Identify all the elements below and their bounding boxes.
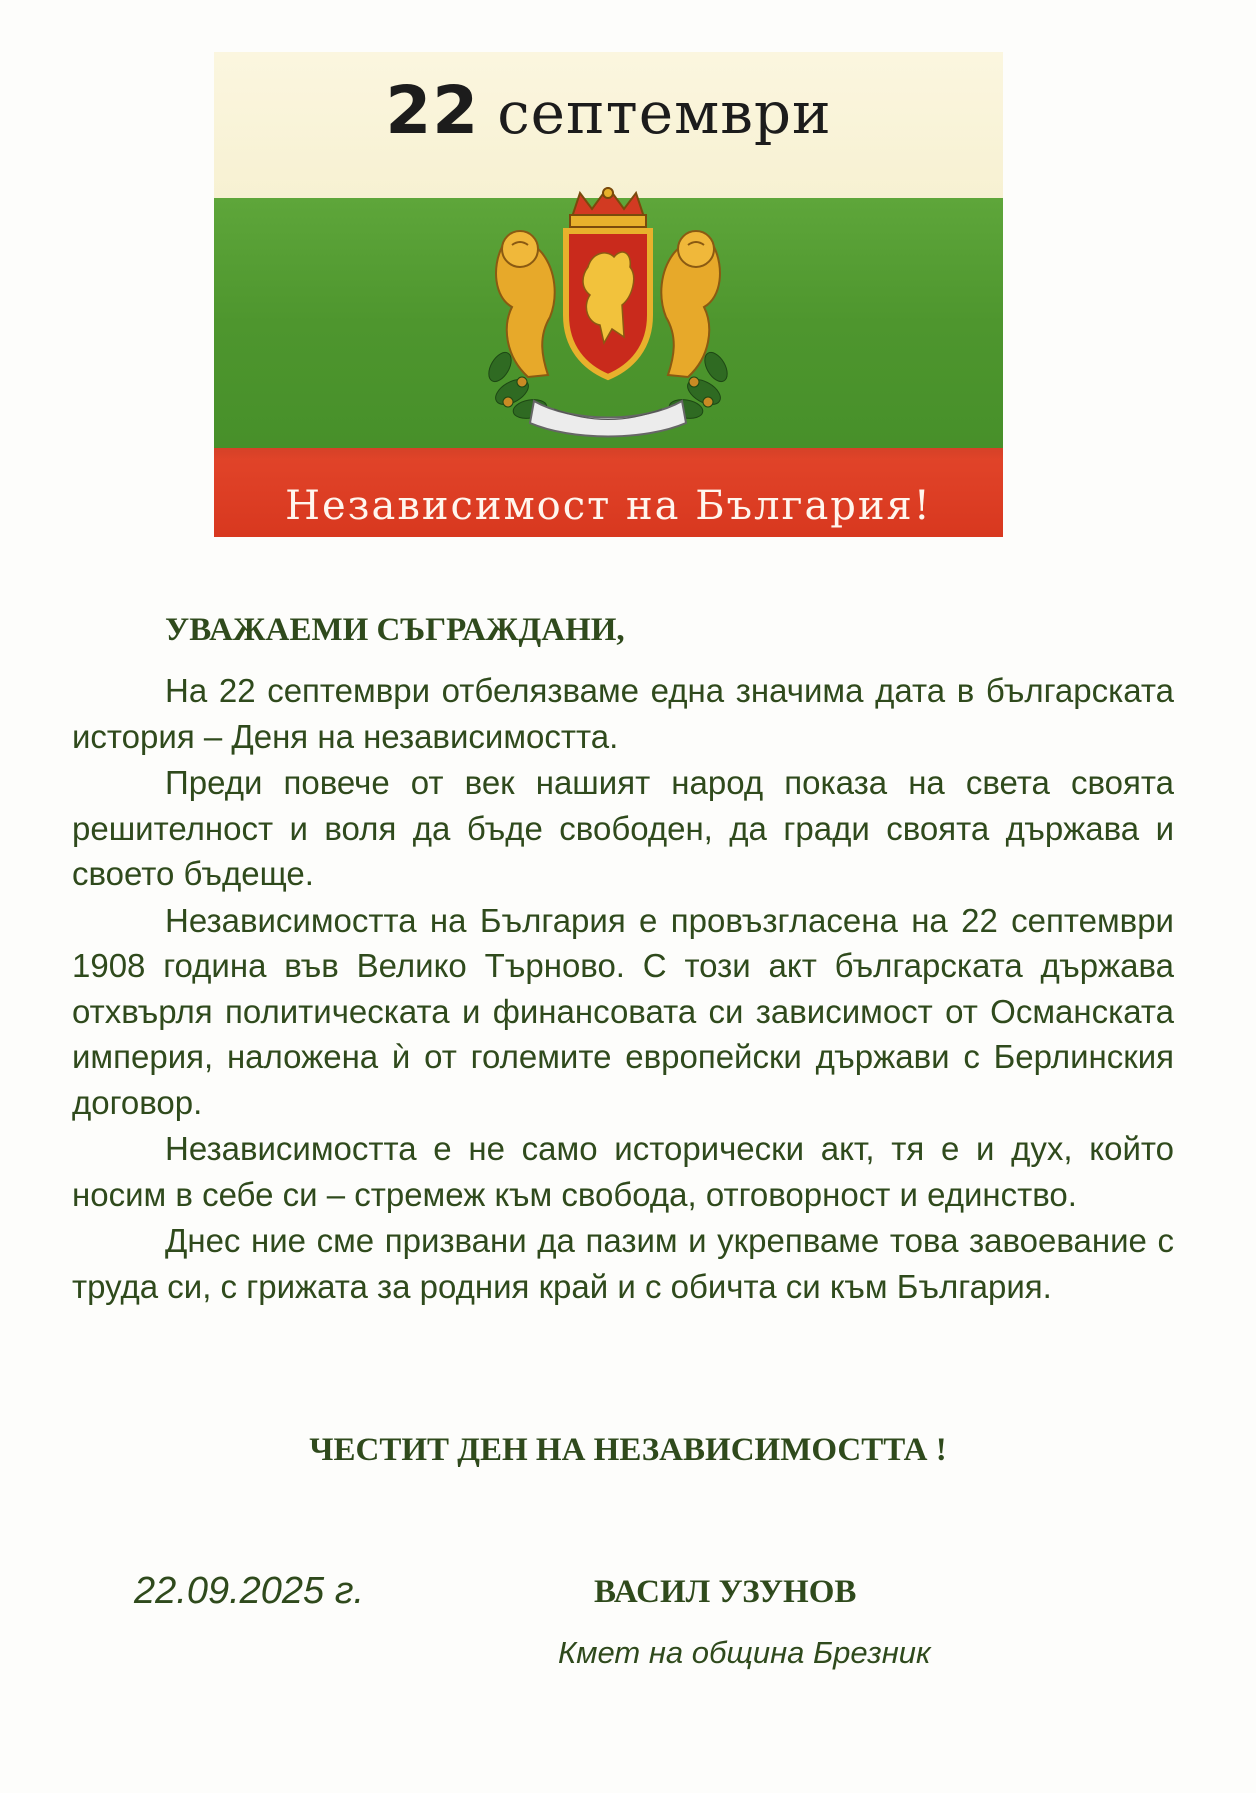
paragraph: Преди повече от век нашият народ показа на света своята решителност и воля да бъде свободен, да гради своята държава и своето бъдеще. [72,764,1174,892]
letter-date: 22.09.2025 г. [134,1570,365,1612]
signer-name: ВАСИЛ УЗУНОВ [594,1574,857,1610]
letter-body [72,668,1174,1310]
paragraph: Днес ние сме призвани да пазим и укрепваме това завоевание с труда си, с грижата за родния край и с обичта си към България. [72,1222,1174,1305]
paragraph: На 22 септември отбелязваме една значима дата в българската история – Деня на независимостта. [72,672,1174,755]
crown-icon [570,187,646,227]
banner-caption: Независимост на България! [285,483,932,529]
letter-salutation: УВАЖАЕМИ СЪГРАЖДАНИ, [165,612,625,648]
coat-of-arms-icon [472,187,744,459]
paragraph: Независимостта на България е провъзгласена на 22 септември 1908 година във Велико Търново. С този акт българската държава отхвърля политическата и финансовата си зависимост от Османската империя, наложена ѝ от големите европейски държави с Берлинския договор. [72,901,1174,1121]
banner-date [214,72,1003,149]
banner-date-word: септември [497,79,832,147]
ribbon-base [530,401,686,437]
signer-title: Кмет на община Брезник [558,1635,931,1670]
letter-greeting: ЧЕСТИТ ДЕН НА НЕЗАВИСИМОСТТА ! [309,1432,947,1468]
paragraph: Независимостта е не само исторически акт, тя е и дух, който носим в себе си – стремеж към свобода, отговорност и единство. [72,1130,1174,1213]
banner-date-number: 22 [385,72,480,149]
shield-icon [566,231,650,377]
independence-banner [214,52,1003,537]
